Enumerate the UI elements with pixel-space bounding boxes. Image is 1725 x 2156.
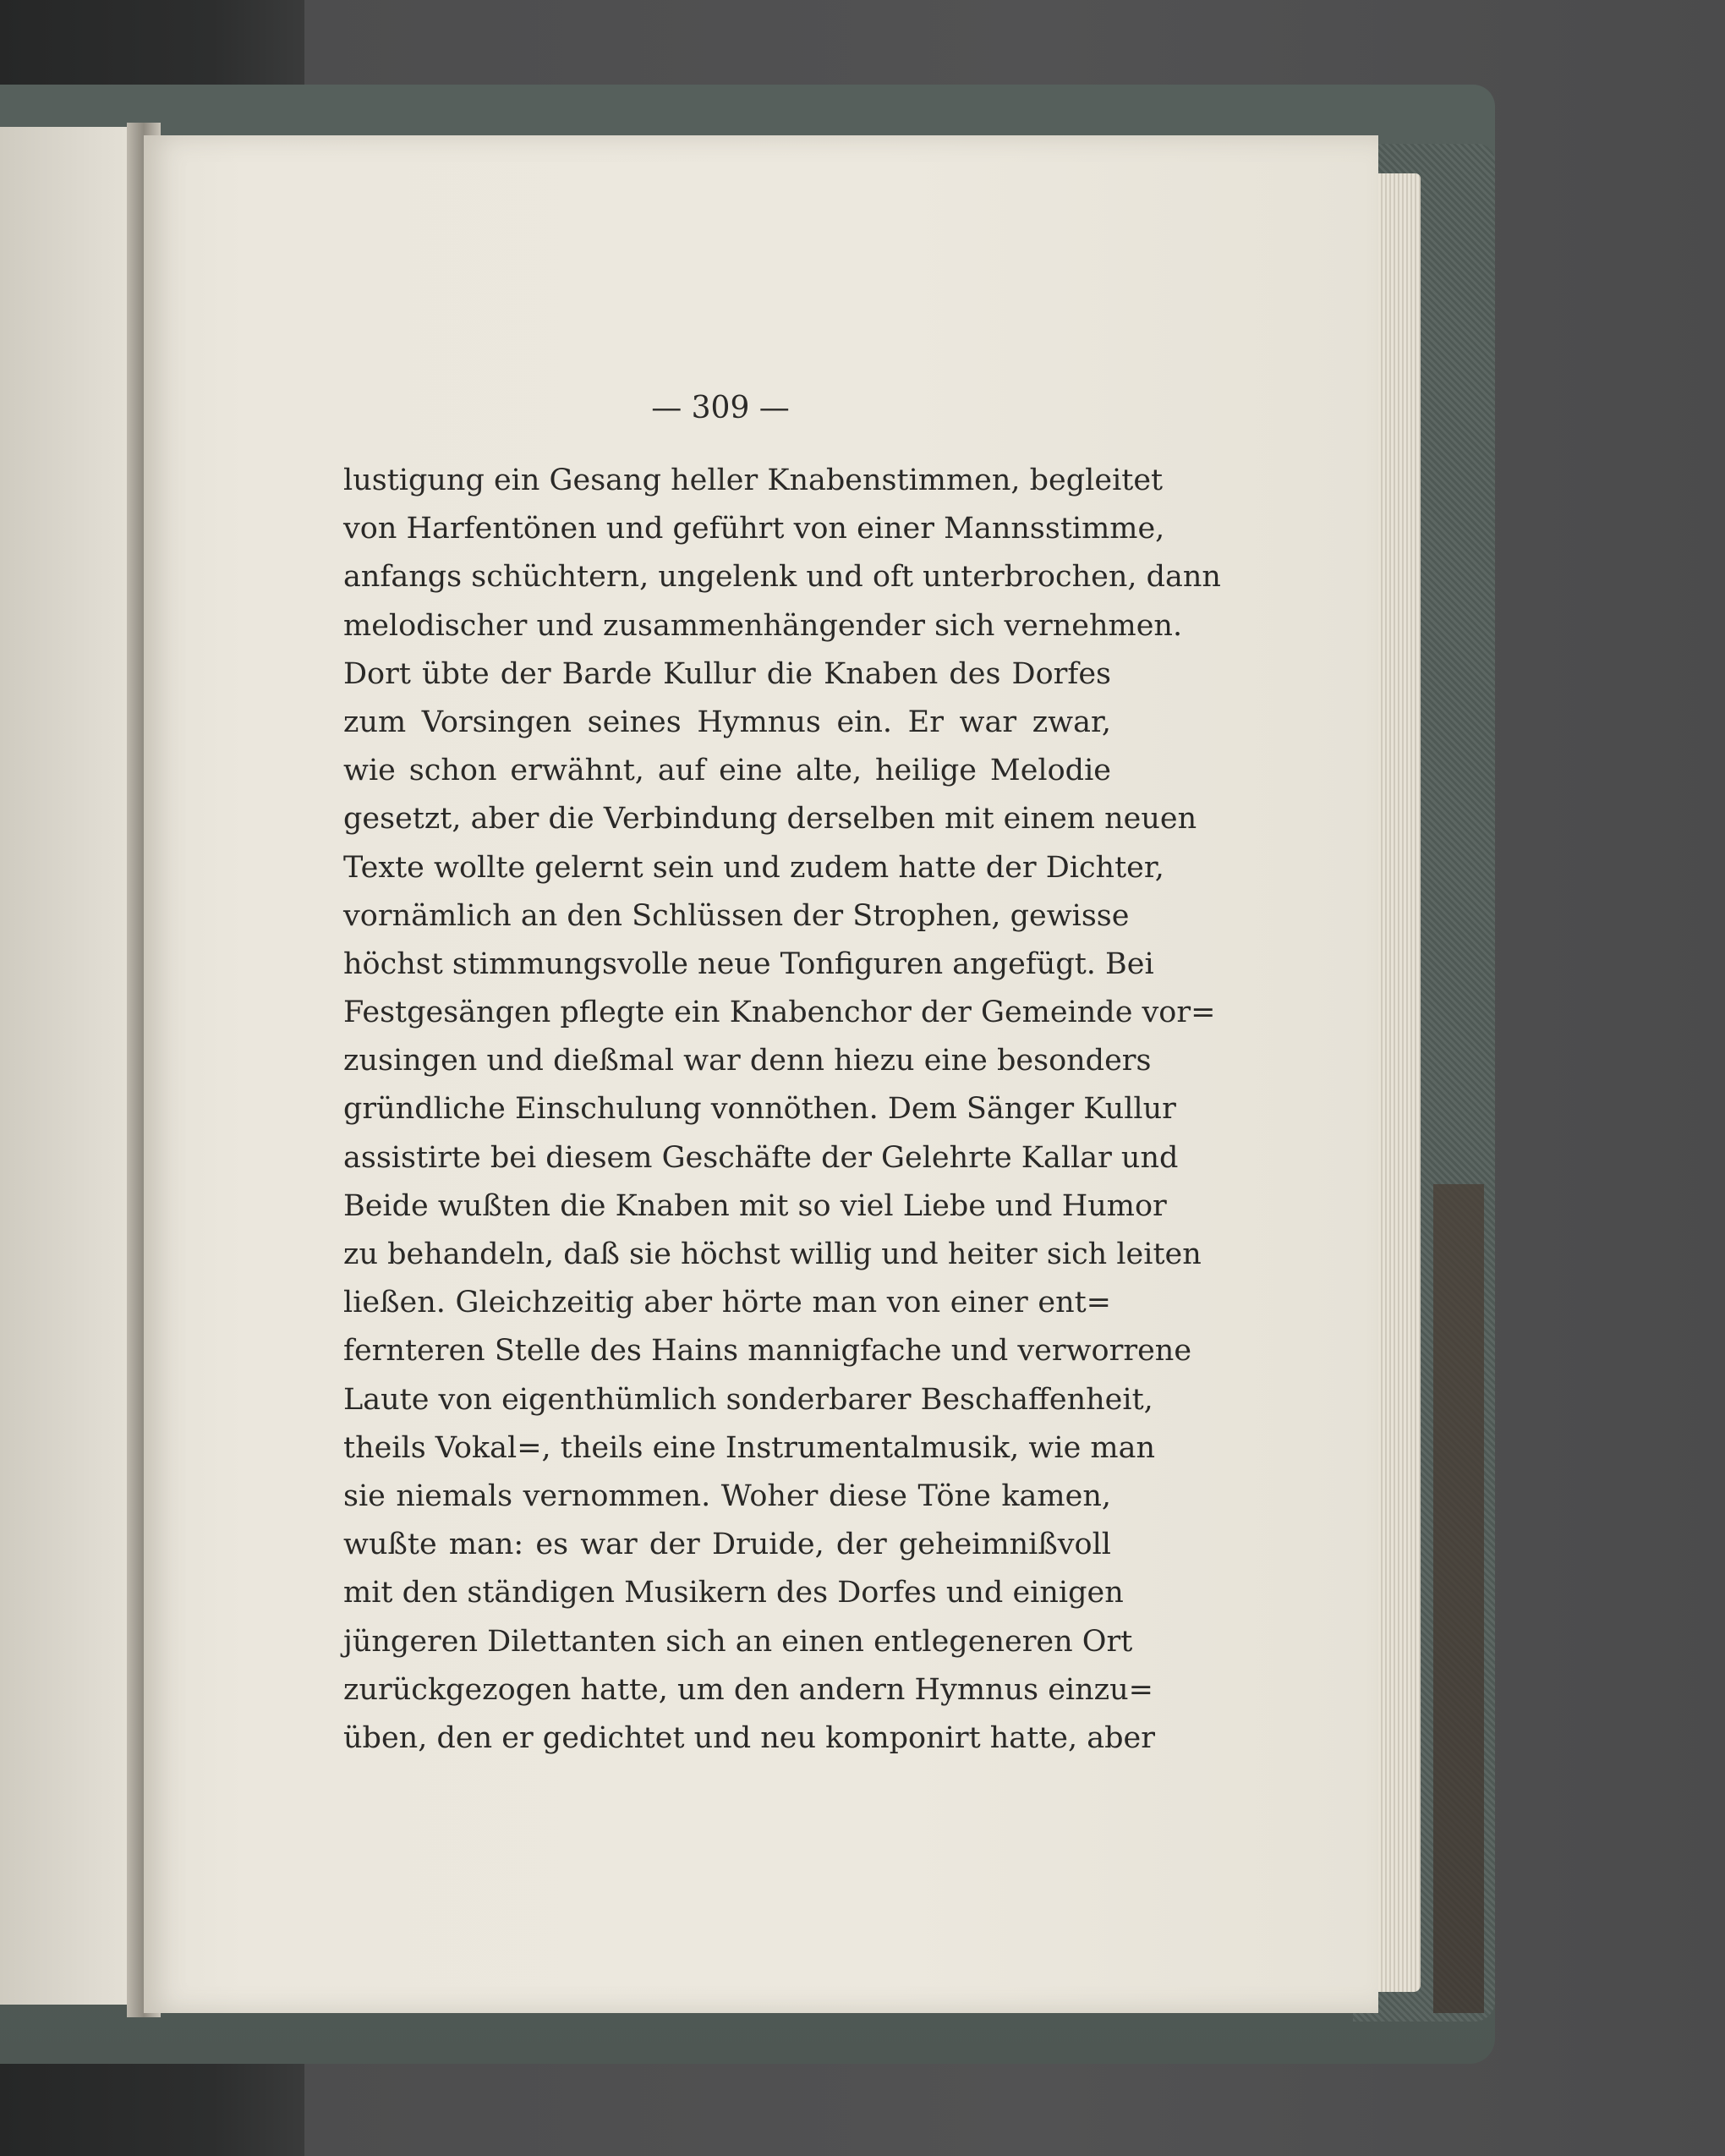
text-line: Texte wollte gelernt sein und zudem hatte der Dichter, xyxy=(343,850,1164,885)
text-line: Beide wußten die Knaben mit so viel Liebe und Humor xyxy=(343,1188,1167,1223)
text-line: höchst stimmungsvolle neue Tonfiguren angefügt. Bei xyxy=(343,946,1154,981)
text-line: lustigung ein Gesang heller Knabenstimmen, begleitet xyxy=(343,464,1164,497)
text-line: assistirte bei diesem Geschäfte der Gelehrte Kallar und xyxy=(343,1140,1179,1175)
body-text xyxy=(343,457,1221,1763)
text-line: wie schon erwähnt, auf eine alte, heilige Melodie xyxy=(343,754,1111,788)
text-line: sie niemals vernommen. Woher diese Töne kamen, xyxy=(343,1478,1111,1513)
text-line: vornämlich an den Schlüssen der Strophen, gewisse xyxy=(343,898,1130,933)
text-line: Laute von eigenthümlich sonderbarer Beschaffenheit, xyxy=(343,1382,1153,1417)
text-line: jüngeren Dilettanten sich an einen entlegeneren Ort xyxy=(343,1624,1133,1659)
text-line: theils Vokal=, theils eine Instrumentalmusik, wie man xyxy=(343,1430,1156,1465)
text-line: gründliche Einschulung vonnöthen. Dem Sänger Kullur xyxy=(343,1092,1176,1127)
text-line: wußte man: es war der Druide, der geheimnißvoll xyxy=(343,1528,1111,1562)
text-line: von Harfentönen und geführt von einer Mannsstimme, xyxy=(343,512,1165,546)
text-line: zusingen und dießmal war denn hiezu eine besonders xyxy=(343,1044,1152,1078)
text-line: üben, den er gedichtet und neu komponirt hatte, aber xyxy=(343,1720,1155,1755)
text-line: anfangs schüchtern, ungelenk und oft unterbrochen, dann xyxy=(343,560,1221,595)
text-line: zum Vorsingen seines Hymnus ein. Er war zwar, xyxy=(343,705,1111,739)
text-line: Dort übte der Barde Kullur die Knaben des Dorfes xyxy=(343,656,1111,691)
text-line: zu behandeln, daß sie höchst willig und heiter sich leiten xyxy=(343,1237,1202,1271)
text-line: ließen. Gleichzeitig aber hörte man von einer ent= xyxy=(343,1286,1111,1320)
text-line: zurückgezogen hatte, um den andern Hymnus einzu= xyxy=(343,1672,1153,1707)
text-line: melodischer und zusammenhängender sich vernehmen. xyxy=(343,608,1183,643)
book-cover-leather-patch xyxy=(1433,1184,1484,2013)
left-page-edge xyxy=(0,127,144,2005)
text-line: mit den ständigen Musikern des Dorfes und einigen xyxy=(343,1576,1124,1610)
text-line: gesetzt, aber die Verbindung derselben mit einem neuen xyxy=(343,802,1197,837)
page-number: — 309 — xyxy=(651,391,790,425)
text-line: fernteren Stelle des Hains mannigfache und verworrene xyxy=(343,1334,1192,1369)
text-line: Festgesängen pflegte ein Knabenchor der Gemeinde vor= xyxy=(343,996,1216,1030)
